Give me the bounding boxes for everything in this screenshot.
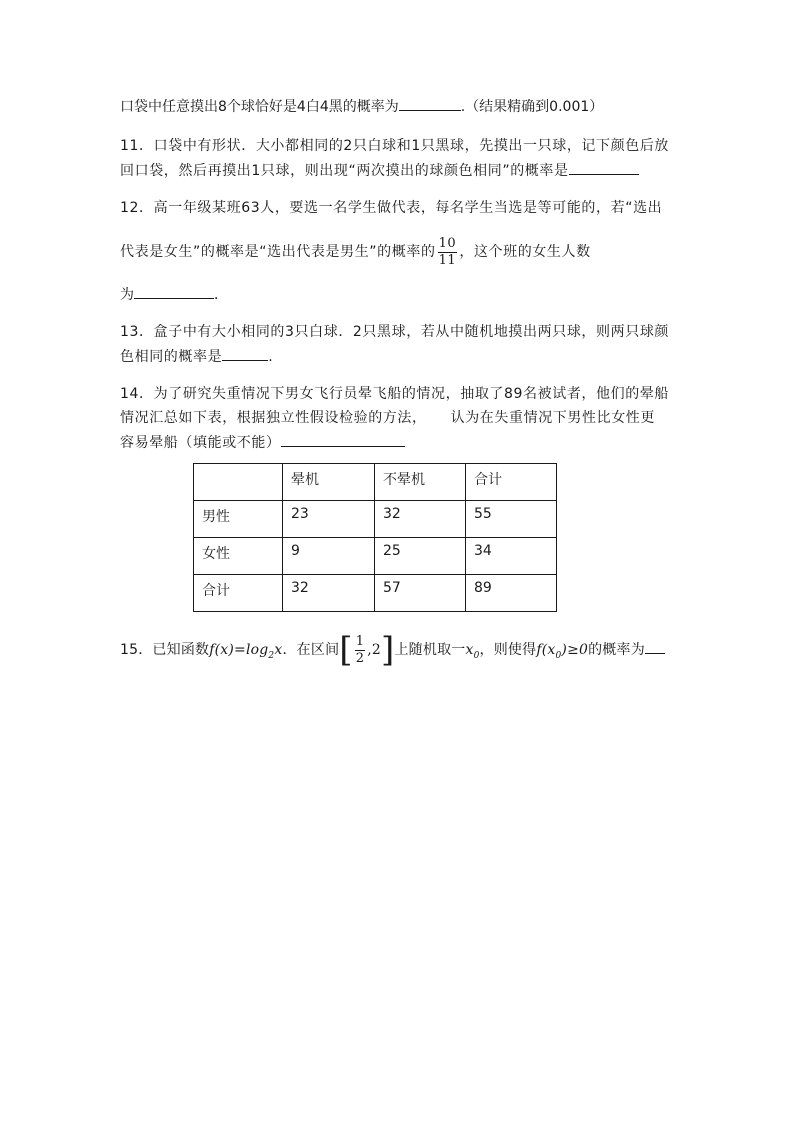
q15-text-a: 15．已知函数 <box>120 642 210 658</box>
q14-answer-blank <box>281 432 405 447</box>
q12-text-1: 12．高一年级某班63人，要选一名学生做代表，每名学生当选是等可能的，若“选出 <box>120 200 663 216</box>
table-cell: 9 <box>283 538 375 575</box>
table-cell: 男性 <box>194 501 283 538</box>
q15-function-name: f(x)=log <box>209 642 269 658</box>
table-cell: 32 <box>283 575 375 612</box>
table-cell: 合计 <box>194 575 283 612</box>
table-cell: 57 <box>375 575 466 612</box>
table-cell: 89 <box>466 575 557 612</box>
airsickness-table <box>193 463 557 612</box>
q13-line1 <box>120 322 676 344</box>
table-header-cell <box>194 464 283 501</box>
q14-line1 <box>120 384 676 406</box>
q15-x0-sub: 0 <box>473 650 480 661</box>
q15-left-bracket: [ <box>339 630 353 670</box>
q15-text-d: ，则使得 <box>479 642 537 658</box>
q14-text-1: 14．为了研究失重情况下男女飞行员晕飞船的情况，抽取了89名被试者，他们的晕船 <box>120 386 670 402</box>
q12-text-2a: 代表是女生”的概率是“选出代表是男生”的概率的 <box>120 244 436 260</box>
q15-fraction-numerator: 1 <box>355 633 365 649</box>
q12-line3 <box>120 284 676 306</box>
q12-fraction-numerator: 10 <box>438 235 457 251</box>
q15-function <box>209 642 283 661</box>
q15-right-bracket: ] <box>381 630 395 670</box>
table-cell: 34 <box>466 538 557 575</box>
q12-answer-blank <box>134 284 214 299</box>
table-cell: 25 <box>375 538 466 575</box>
q12-fraction <box>438 236 458 269</box>
q12-line1 <box>120 198 676 220</box>
q15-text-e: 的概率为 <box>588 642 645 658</box>
table-row <box>194 538 557 575</box>
q13-text-2b: . <box>268 349 274 365</box>
q10-answer-blank <box>399 96 461 111</box>
q15-x0-var: x <box>465 642 474 658</box>
q14-text-2a: 情况汇总如下表，根据独立性假设检验的方法， <box>120 410 427 426</box>
q15-text-b: ．在区间 <box>282 642 340 658</box>
q15-text-c: 上随机取一 <box>394 642 466 658</box>
q15-interval-end: ,2 <box>367 642 381 658</box>
q14-line2 <box>120 408 676 430</box>
q12-text-3a: 为 <box>120 287 134 303</box>
table-row <box>194 575 557 612</box>
table-row <box>194 501 557 538</box>
q13-line2 <box>120 346 676 368</box>
q12-line2 <box>120 230 676 274</box>
q12-text-3b: ． <box>214 287 228 303</box>
q10-line <box>120 96 676 118</box>
q10-text: 口袋中任意摸出8个球恰好是4白4黑的概率为 <box>120 99 399 115</box>
q15-condition-b: )≥0 <box>561 642 589 658</box>
q11-answer-blank <box>569 160 639 175</box>
table-cell: 32 <box>375 501 466 538</box>
q14-line3 <box>120 432 676 454</box>
q11-text-2: 回口袋，然后再摸出1只球，则出现“两次摸出的球颜色相同”的概率是 <box>120 163 569 179</box>
q10-tail: .（结果精确到0.001） <box>460 99 604 115</box>
q15-x0 <box>465 642 480 661</box>
q15-line <box>120 628 676 672</box>
q11-line2 <box>120 160 676 182</box>
table-header-row <box>194 464 557 501</box>
q15-condition-a: f(x <box>536 642 556 658</box>
q15-answer-blank <box>645 639 665 654</box>
q15-condition-sub: 0 <box>555 650 562 661</box>
table-cell: 女性 <box>194 538 283 575</box>
table-header-cell: 不晕机 <box>375 464 466 501</box>
q11-text-1: 11．口袋中有形状．大小都相同的2只白球和1只黑球，先摸出一只球，记下颜色后放 <box>120 138 670 154</box>
table-cell: 23 <box>283 501 375 538</box>
q14-text-3: 容易晕船（填能或不能） <box>120 435 281 451</box>
q14-text-2b: 认为在失重情况下男性比女性更 <box>450 410 656 426</box>
q15-log-base: 2 <box>268 650 275 661</box>
table-cell: 55 <box>466 501 557 538</box>
q13-text-2a: 色相同的概率是 <box>120 349 223 365</box>
q15-fraction-denominator: 2 <box>355 650 365 666</box>
table-header-cell: 合计 <box>466 464 557 501</box>
q15-function-var: x <box>274 642 283 658</box>
q13-text-1: 13．盒子中有大小相同的3只白球．2只黑球，若从中随机地摸出两只球，则两只球颜 <box>120 324 670 340</box>
q15-interval-fraction <box>355 634 365 667</box>
q12-fraction-denominator: 11 <box>438 252 457 268</box>
q15-condition <box>536 642 589 661</box>
q12-text-2b: ，这个班的女生人数 <box>459 244 591 260</box>
table-header-cell: 晕机 <box>283 464 375 501</box>
q13-answer-blank <box>222 346 268 361</box>
q11-line1 <box>120 136 676 158</box>
